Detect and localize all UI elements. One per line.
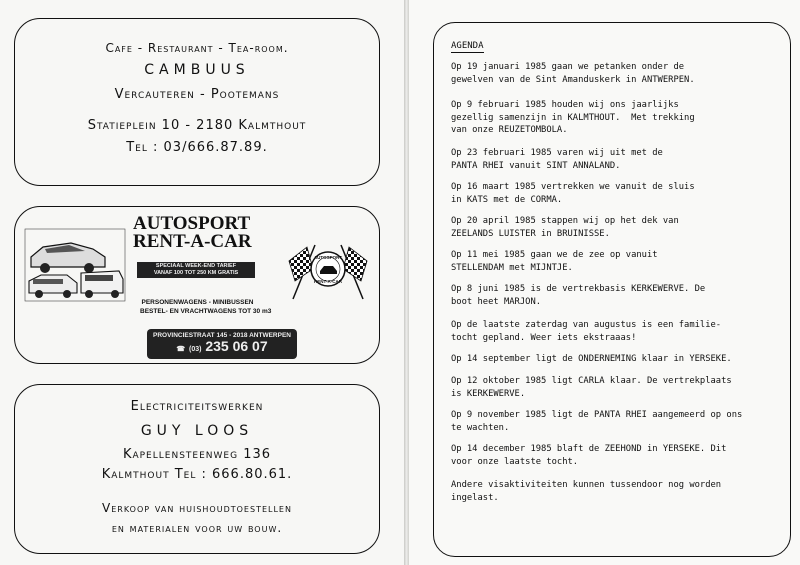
autosport-address: PROVINCIESTRAAT 145 - 2018 ANTWERPEN	[153, 332, 291, 339]
electro-town-phone: Kalmthout Tel : 666.80.61.	[101, 467, 293, 482]
address-phone-banner	[147, 329, 297, 359]
cafe-cambuus-ad	[14, 18, 380, 186]
agenda-item: Op 23 februari 1985 varen wij uit met de PANTA RHEI vanuit SINT ANNALAND.	[451, 148, 663, 171]
agenda-item: Op de laatste zaterdag van augustus is een familie- tocht gepland. Weer iets ekstraaas!	[451, 320, 722, 343]
offer-line-1: SPECIAAL WEEK-END TARIEF	[155, 263, 237, 269]
agenda-heading: AGENDA	[451, 41, 484, 51]
phone-prefix: (03)	[188, 346, 202, 353]
electro-sale-2: en materialen voor uw bouw.	[111, 521, 283, 535]
agenda-box	[433, 22, 791, 557]
weekend-offer-banner	[137, 262, 255, 278]
electro-type: Electriciteitswerken	[130, 399, 264, 414]
electro-name: GUY LOOS	[140, 423, 254, 439]
autosport-ad	[14, 206, 380, 364]
agenda-item: Op 14 september ligt de ONDERNEMING klaar in YERSEKE.	[451, 354, 732, 364]
autosport-title: AUTOSPORT	[133, 213, 251, 234]
svg-text:AUTOSPORT: AUTOSPORT	[313, 255, 343, 260]
agenda-item: Op 9 november 1985 ligt de PANTA RHEI aangemeerd op ons te wachten.	[451, 410, 743, 433]
agenda-item: Op 8 juni 1985 is de vertrekbasis KERKEWERVE. De boot heet MARJON.	[451, 284, 706, 307]
cafe-type: Cafe - Restaurant - Tea-room.	[105, 41, 289, 55]
cafe-address: Statieplein 10 - 2180 Kalmthout	[87, 118, 307, 133]
agenda-item: Op 11 mei 1985 gaan we de zee op vanuit STELLENDAM met MIJNTJE.	[451, 250, 658, 273]
guy-loos-ad	[14, 384, 380, 554]
cafe-phone: Tel : 03/666.87.89.	[126, 140, 268, 155]
electro-street: Kapellensteenweg 136	[122, 447, 272, 462]
right-page	[409, 0, 800, 565]
agenda-item: Op 12 oktober 1985 ligt CARLA klaar. De vertrekplaats is KERKEWERVE.	[451, 376, 732, 399]
agenda-item: Op 20 april 1985 stappen wij op het dek van ZEELANDS LUISTER in BRUINISSE.	[451, 216, 679, 239]
agenda-item: Op 14 december 1985 blaft de ZEEHOND in YERSEKE. Dit voor onze laatste tocht.	[451, 444, 727, 467]
rent-a-car-title: RENT-A-CAR	[133, 231, 252, 252]
checkered-flags-logo-icon	[285, 239, 371, 301]
cafe-name: CAMBUUS	[144, 62, 250, 78]
agenda-item: Op 19 januari 1985 gaan we petanken onder de gewelven van de Sint Amanduskerk in ANTWERPEN.	[451, 62, 695, 85]
offer-line-2: VANAF 100 TOT 250 KM GRATIS	[153, 270, 239, 276]
svg-text:RENT-A-CAR: RENT-A-CAR	[314, 279, 342, 284]
agenda-item: Op 9 februari 1985 houden wij ons jaarlijks gezellig samenzijn in KALMTHOUT. Met trekking van onze REUZETOMBOLA.	[451, 100, 695, 135]
vehicle-types-2: BESTEL- EN VRACHTWAGENS TOT 30 m3	[140, 308, 272, 315]
car-illustration-icon	[23, 227, 129, 305]
agenda-item: Andere visaktiviteiten kunnen tussendoor nog worden ingelast.	[451, 480, 722, 503]
vehicle-types-1: PERSONENWAGENS - MINIBUSSEN	[141, 299, 254, 306]
autosport-phone: 235 06 07	[205, 338, 268, 354]
electro-sale-1: Verkoop van huishoudtoestellen	[102, 501, 292, 515]
agenda-item: Op 16 maart 1985 vertrekken we vanuit de sluis in KATS met de CORMA.	[451, 182, 695, 205]
phone-icon: ☎	[176, 346, 186, 353]
cafe-owners: Vercauteren - Pootemans	[114, 87, 280, 102]
